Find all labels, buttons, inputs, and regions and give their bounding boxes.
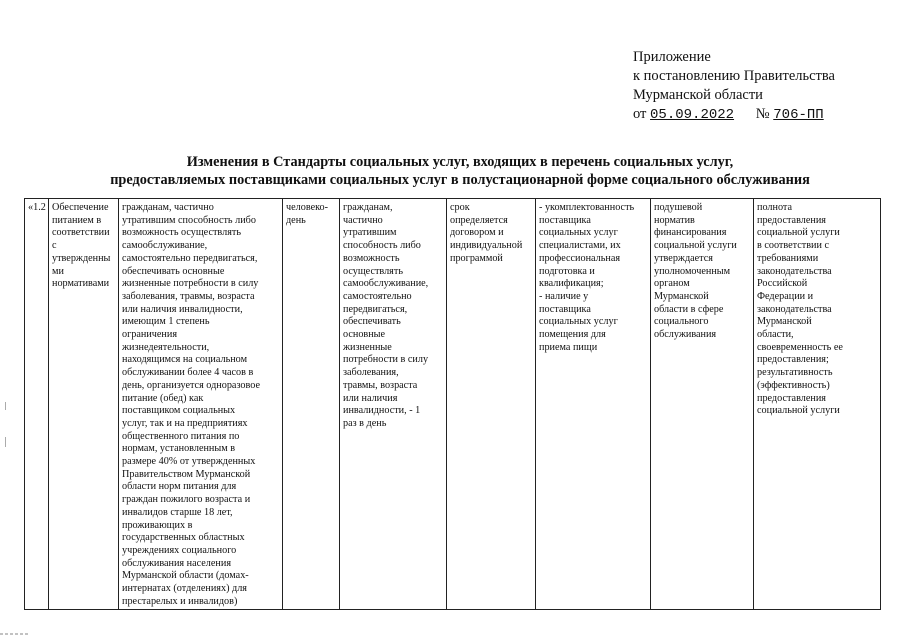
appendix-block [633,48,893,125]
cell-service-description: гражданам, частично утратившим способность либо возможность осуществлять самообслуживание, самостоятельно передвигаться, обеспечивать основные жизненные потребности в силу заболевания, травмы, возраста или наличия инвалидности, имеющим 1 степень ограничения жизнедеятельности, находящимся на социальном обслуживании более 4 часов в день, организуется одноразовое питание (обед) как поставщиком социальных услуг, так и на предприятиях общественного питания по нормам, установленным в размере 40% от утвержденных Правительством Мурманской области норм питания для граждан пожилого возраста и инвалидов старше 18 лет, проживающих в государственных областных учреждениях социального обслуживания населения Мурманской области (домах- интернатах (отделениях) для престарелых и инвалидов) [119,199,283,610]
cell-quality-indicators: полнота предоставления социальной услуги в соответствии с требованиями законодательства Российской Федерации и законодательства Мурманской области, своевременность ее предоставления; результативность (эффективность) предоставления социальной услуги [754,199,881,610]
resolution-number: 706-ПП [773,107,824,123]
cell-row-number: «1.2 [25,199,49,610]
cell-unit: человеко- день [283,199,340,610]
table-row [25,199,881,610]
cell-financing: подушевой норматив финансирования социальной услуги утверждается уполномоченным органом Мурманской области в сфере социального обслуживания [651,199,754,610]
number-prefix: № [755,106,770,122]
standards-table [24,198,881,610]
scan-edge-mark [0,633,28,635]
cell-volume: гражданам, частично утратившим способность либо возможность осуществлять самообслуживание, самостоятельно передвигаться, обеспечивать основные жизненные потребности в силу заболевания, травмы, возраста или наличия инвалидности, - 1 раз в день [340,199,447,610]
title-line-2: предоставляемых поставщиками социальных услуг в полустационарной форме социального обслуживания [110,172,810,188]
document-title [40,153,880,189]
scan-margin-mark [5,437,6,447]
cell-term: срок определяется договором и индивидуальной программой [447,199,536,610]
appendix-title: Приложение [633,49,711,65]
appendix-region: Мурманской области [633,87,763,103]
cell-service-name: Обеспечение питанием в соответствии с утвержденными нормативами [49,199,119,610]
cell-conditions: - укомплектованность поставщика социальных услуг специалистами, их профессиональная подготовка и квалификация; - наличие у поставщика социальных услуг помещения для приема пищи [536,199,651,610]
resolution-date: 05.09.2022 [650,107,735,123]
scan-margin-mark [5,402,6,410]
title-line-1: Изменения в Стандарты социальных услуг, входящих в перечень социальных услуг, [186,154,734,170]
appendix-date-line [633,105,893,125]
date-prefix: от [633,106,647,122]
appendix-resolution: к постановлению Правительства [633,68,835,84]
